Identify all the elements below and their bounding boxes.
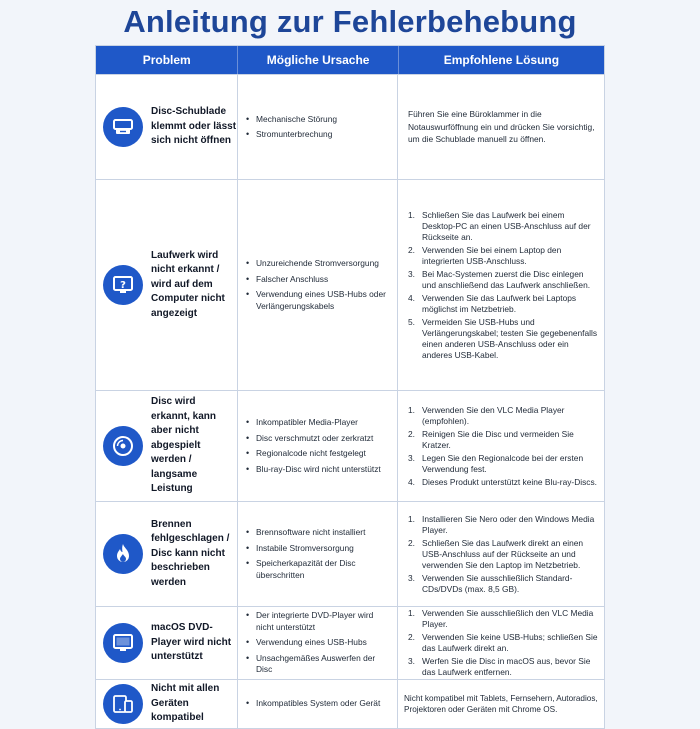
solution-text: Führen Sie eine Büroklammer in die Notauswurföffnung ein und drücken Sie vorsichtig, um die Schublade manuell zu öffnen. (408, 109, 595, 145)
table-row (96, 390, 604, 501)
solution-step: 3. Bei Mac-Systemen zuerst die Disc einlegen und anschließend das Laufwerk anschließen. (408, 268, 591, 290)
problem-text: Laufwerk wird nicht erkannt / wird auf dem Computer nicht angezeigt (151, 249, 225, 319)
cause-item: • Mechanische Störung (246, 114, 393, 126)
table-row (96, 679, 604, 728)
solution-step: 3. Verwenden Sie ausschließlich Standard-CDs/DVDs (max. 8,5 GB). (408, 572, 573, 594)
solution-step: 2. Verwenden Sie bei einem Laptop den integrierten USB-Anschluss. (408, 244, 562, 266)
cause-item: • Regionalcode nicht festgelegt (246, 448, 393, 460)
cause-item: • Unsachgemäßes Auswerfen der Disc (246, 653, 393, 676)
cause-item: • Inkompatibles System oder Gerät (246, 698, 393, 710)
cause-item: • Disc verschmutzt oder zerkratzt (246, 433, 393, 445)
problem-text: macOS DVD-Player wird nicht unterstützt (151, 622, 232, 663)
solution-text: Nicht kompatibel mit Tablets, Fernsehern, Autoradios, Projektoren oder Geräten mit Chrome OS. (404, 694, 598, 714)
cause-item: • Blu-ray-Disc wird nicht unterstützt (246, 464, 393, 476)
table-header (96, 46, 604, 74)
solution-step: 1. Verwenden Sie ausschließlich den VLC Media Player. (408, 608, 594, 629)
solution-cell (398, 75, 604, 179)
header-cause: Mögliche Ursache (238, 46, 398, 74)
cause-cell (238, 391, 398, 501)
monitor-question-icon (103, 265, 143, 305)
cause-item: • Unzureichende Stromversorgung (246, 258, 393, 270)
solution-step: 3. Legen Sie den Regionalcode bei der ersten Verwendung fest. (408, 452, 584, 474)
solution-step: 4. Verwenden Sie das Laufwerk bei Laptops möglichst im Netzbetrieb. (408, 292, 577, 314)
solution-step: 2. Verwenden Sie keine USB-Hubs; schließen Sie das Laufwerk direkt an. (408, 632, 598, 653)
solution-step: 1. Verwenden Sie den VLC Media Player (empfohlen). (408, 404, 565, 426)
flame-icon (103, 534, 143, 574)
disc-tray-icon (103, 107, 143, 147)
problem-text: Disc wird erkannt, kann aber nicht abgespielt werden / langsame Leistung (151, 396, 217, 495)
solution-cell (398, 502, 604, 606)
header-solution: Empfohlene Lösung (443, 53, 560, 67)
problem-cell (96, 75, 238, 179)
disc-icon (103, 426, 143, 466)
svg-text:?: ? (120, 280, 126, 291)
problem-text: Disc-Schublade klemmt oder lässt sich nicht öffnen (151, 106, 237, 147)
solution-cell (398, 607, 604, 679)
problem-text: Nicht mit allen Geräten kompatibel (151, 683, 220, 724)
problem-cell (96, 391, 238, 501)
solution-cell (398, 680, 604, 728)
cause-item: • Stromunterbrechung (246, 129, 393, 141)
cause-item: • Verwendung eines USB-Hubs oder Verlängerungskabels (246, 289, 393, 312)
troubleshooting-table (95, 45, 605, 729)
solution-step: 1. Installieren Sie Nero oder den Windows Media Player. (408, 513, 595, 535)
problem-cell (96, 502, 238, 606)
solution-cell (398, 180, 604, 390)
cause-cell (238, 680, 398, 728)
cause-cell (238, 502, 398, 606)
cause-item: • Inkompatibler Media-Player (246, 417, 393, 429)
header-problem: Problem (96, 46, 238, 74)
solution-cell (398, 391, 604, 501)
cause-item: • Instabile Stromversorgung (246, 543, 393, 555)
table-row (96, 501, 604, 606)
page-title: Anleitung zur Fehlerbehebung (123, 4, 577, 39)
solution-step: 2. Reinigen Sie die Disc und vermeiden Sie Kratzer. (408, 428, 574, 450)
solution-step: 2. Schließen Sie das Laufwerk direkt an einen USB-Anschluss auf der Rückseite an und verwenden Sie den Laptop im Netzbetrieb. (408, 537, 584, 570)
table-row (96, 179, 604, 390)
solution-step: 5. Vermeiden Sie USB-Hubs und Verlängerungskabel; testen Sie gegebenenfalls einen anderen USB-Anschluss oder ein anderes USB-Kabel. (408, 316, 598, 360)
cause-cell (238, 75, 398, 179)
monitor-icon (103, 623, 143, 663)
problem-cell (96, 180, 238, 390)
cause-item: • Der integrierte DVD-Player wird nicht unterstützt (246, 610, 393, 633)
cause-item: • Brennsoftware nicht installiert (246, 527, 393, 539)
cause-item: • Verwendung eines USB-Hubs (246, 637, 393, 649)
devices-icon (103, 684, 143, 724)
cause-item: • Falscher Anschluss (246, 274, 393, 286)
solution-step: 4. Dieses Produkt unterstützt keine Blu-ray-Discs. (408, 476, 598, 487)
cause-cell (238, 180, 398, 390)
solution-step: 1. Schließen Sie das Laufwerk bei einem Desktop-PC an einen USB-Anschluss auf der Rückseite an. (408, 209, 591, 242)
problem-text: Brennen fehlgeschlagen / Disc kann nicht beschrieben werden (151, 518, 230, 588)
problem-cell (96, 607, 238, 679)
problem-cell (96, 680, 238, 728)
table-row (96, 74, 604, 179)
cause-item: • Speicherkapazität der Disc überschritten (246, 558, 393, 581)
solution-step: 3. Werfen Sie die Disc in macOS aus, bevor Sie das Laufwerk entfernen. (408, 656, 591, 677)
table-row (96, 606, 604, 679)
cause-cell (238, 607, 398, 679)
